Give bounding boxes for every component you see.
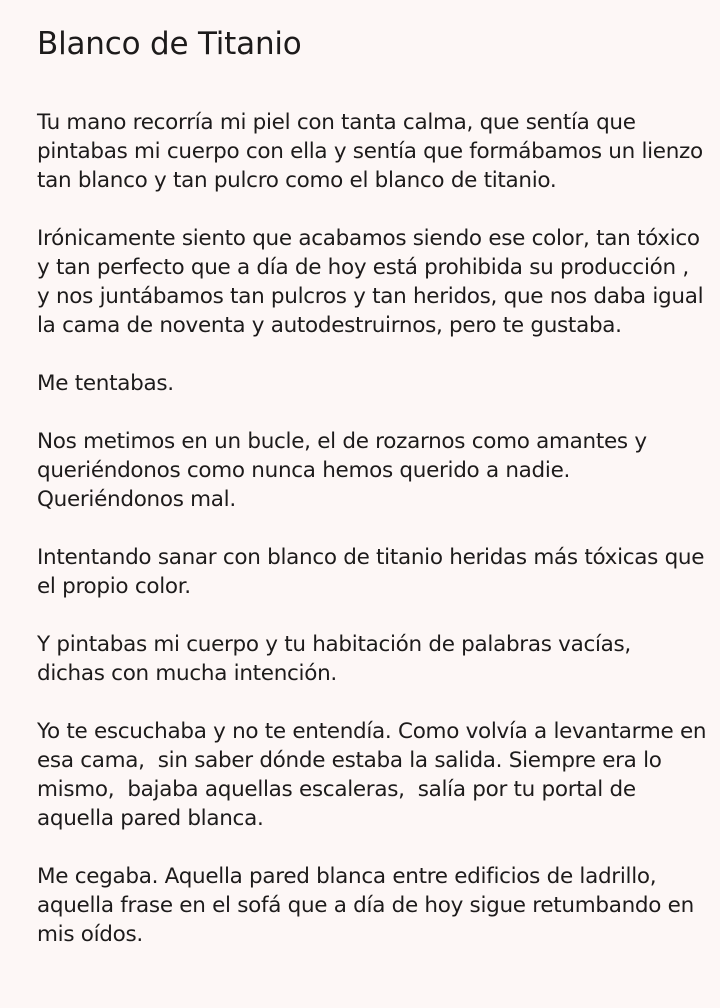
text-line: Y pintabas mi cuerpo y tu habitación de palabras vacías,	[37, 632, 631, 657]
text-line: pintabas mi cuerpo con ella y sentía que formábamos un lienzo	[37, 139, 703, 164]
text-line: queriéndonos como nunca hemos querido a nadie.	[37, 458, 571, 483]
text-line: esa cama, sin saber dónde estaba la salida. Siempre era lo	[37, 748, 662, 773]
paragraph-8	[37, 862, 710, 949]
text-line: Irónicamente siento que acabamos siendo ese color, tan tóxico	[37, 226, 700, 251]
paragraph-5	[37, 543, 710, 601]
text-line: mismo, bajaba aquellas escaleras, salía por tu portal de	[37, 777, 636, 802]
text-line: mis oídos.	[37, 922, 143, 947]
paragraph-2	[37, 224, 710, 340]
paragraph-4	[37, 427, 710, 514]
note-title: Blanco de Titanio	[37, 26, 302, 62]
paragraph-6	[37, 630, 710, 688]
text-line: Yo te escuchaba y no te entendía. Como volvía a levantarme en	[37, 719, 707, 744]
paragraph-3	[37, 369, 710, 398]
paragraph-1	[37, 108, 710, 195]
text-line: Me cegaba. Aquella pared blanca entre edificios de ladrillo,	[37, 864, 657, 889]
note-body	[37, 108, 710, 949]
text-line: dichas con mucha intención.	[37, 661, 337, 686]
text-line: Nos metimos en un bucle, el de rozarnos como amantes y	[37, 429, 647, 454]
text-line: Tu mano recorría mi piel con tanta calma, que sentía que	[37, 110, 636, 135]
text-line: y tan perfecto que a día de hoy está prohibida su producción ,	[37, 255, 689, 280]
text-line: y nos juntábamos tan pulcros y tan heridos, que nos daba igual	[37, 284, 704, 309]
text-line: la cama de noventa y autodestruirnos, pero te gustaba.	[37, 313, 622, 338]
text-line: Me tentabas.	[37, 371, 174, 396]
text-line: aquella pared blanca.	[37, 806, 264, 831]
text-line: el propio color.	[37, 574, 191, 599]
text-line: Queriéndonos mal.	[37, 487, 236, 512]
text-line: tan blanco y tan pulcro como el blanco de titanio.	[37, 168, 557, 193]
paragraph-7	[37, 717, 710, 833]
text-line: Intentando sanar con blanco de titanio heridas más tóxicas que	[37, 545, 705, 570]
text-line: aquella frase en el sofá que a día de hoy sigue retumbando en	[37, 893, 694, 918]
